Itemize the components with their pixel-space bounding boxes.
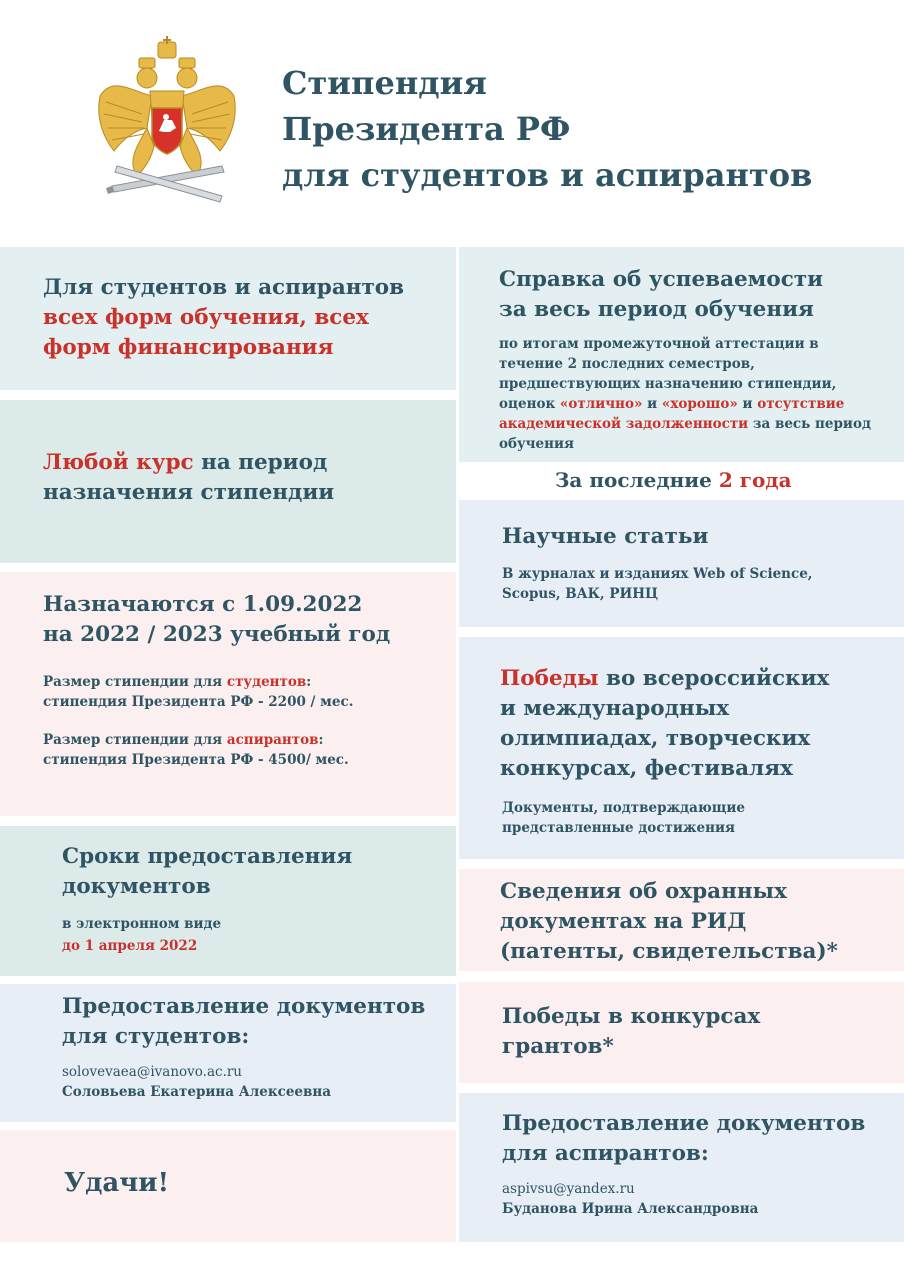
title-line-2: Президента РФ (282, 110, 571, 148)
amount-students-label: Размер стипендии для студентов: (43, 674, 312, 690)
transcript-box (459, 247, 904, 462)
articles-text-1: В журналах и изданиях Web of Science, (502, 566, 813, 582)
olympiads-text-2: представленные достижения (502, 820, 736, 836)
deadline-box (0, 826, 456, 976)
postgrad-contact-heading-1: Предоставление документов (502, 1111, 866, 1136)
patents-box (459, 869, 904, 971)
last-two-years-label: За последние 2 года (555, 468, 792, 492)
eligibility-line-2: всех форм обучения, всех (43, 305, 369, 330)
any-course-line-2: назначения стипендии (43, 480, 335, 505)
eligibility-line-3: форм финансирования (43, 335, 334, 360)
postgrad-contact-name: Буданова Ирина Александровна (502, 1201, 759, 1217)
students-contact-name: Соловьева Екатерина Алексеевна (62, 1084, 332, 1100)
grants-heading-2: грантов* (502, 1034, 614, 1059)
transcript-text-2: течение 2 последних семестров, (499, 356, 755, 372)
postgrad-contact-email[interactable]: aspivsu@yandex.ru (502, 1181, 635, 1197)
students-contact-heading-2: для студентов: (62, 1024, 250, 1049)
any-course-box (0, 400, 456, 563)
eligibility-box (0, 247, 456, 390)
students-contact-box (0, 984, 456, 1122)
transcript-text-4: оценок «отлично» и «хорошо» и отсутствие (499, 396, 845, 412)
amount-heading-1: Назначаются с 1.09.2022 (43, 592, 363, 617)
patents-heading-1: Сведения об охранных (500, 879, 787, 904)
patents-heading-3: (патенты, свидетельства)* (500, 939, 838, 964)
amount-postgrad-label: Размер стипендии для аспирантов: (43, 732, 324, 748)
good-luck-box (0, 1130, 456, 1242)
deadline-format: в электронном виде (62, 916, 222, 932)
olympiads-heading-1: Победы во всероссийских (500, 666, 830, 691)
deadline-heading-2: документов (62, 874, 211, 899)
any-course-line-1: Любой курс на период (43, 450, 328, 475)
articles-text-2: Scopus, ВАК, РИНЦ (502, 586, 659, 602)
olympiads-text-1: Документы, подтверждающие (502, 800, 745, 816)
eligibility-line-1: Для студентов и аспирантов (43, 275, 405, 300)
page-title (282, 60, 882, 198)
amount-box (0, 572, 456, 816)
good-luck-text: Удачи! (64, 1168, 170, 1198)
title-line-1: Стипендия (282, 64, 487, 102)
grants-box (459, 982, 904, 1083)
amount-students-value: стипендия Президента РФ - 2200 / мес. (43, 694, 354, 710)
students-contact-heading-1: Предоставление документов (62, 994, 426, 1019)
deadline-date: до 1 апреля 2022 (62, 938, 198, 954)
patents-heading-2: документах на РИД (500, 909, 747, 934)
deadline-heading-1: Сроки предоставления (62, 844, 353, 869)
transcript-text-1: по итогам промежуточной аттестации в (499, 336, 819, 352)
coat-of-arms-emblem (92, 36, 242, 212)
transcript-text-6: обучения (499, 436, 574, 452)
transcript-heading-1: Справка об успеваемости (499, 267, 824, 292)
transcript-heading-2: за весь период обучения (499, 297, 814, 322)
amount-postgrad-value: стипендия Президента РФ - 4500/ мес. (43, 752, 349, 768)
olympiads-heading-2: и международных (500, 696, 730, 721)
students-contact-email[interactable]: solovevaea@ivanovo.ac.ru (62, 1064, 243, 1080)
postgrad-contact-box (459, 1093, 904, 1242)
postgrad-contact-heading-2: для аспирантов: (502, 1141, 709, 1166)
olympiads-heading-3: олимпиадах, творческих (500, 726, 811, 751)
articles-heading: Научные статьи (502, 524, 709, 549)
transcript-text-5: академической задолженности за весь период (499, 416, 871, 432)
transcript-text-3: предшествующих назначению стипендии, (499, 376, 837, 392)
grants-heading-1: Победы в конкурсах (502, 1004, 761, 1029)
title-line-3: для студентов и аспирантов (282, 156, 813, 194)
olympiads-heading-4: конкурсах, фестивалях (500, 756, 793, 781)
articles-box (459, 500, 904, 627)
olympiads-box (459, 637, 904, 859)
amount-heading-2: на 2022 / 2023 учебный год (43, 622, 391, 647)
